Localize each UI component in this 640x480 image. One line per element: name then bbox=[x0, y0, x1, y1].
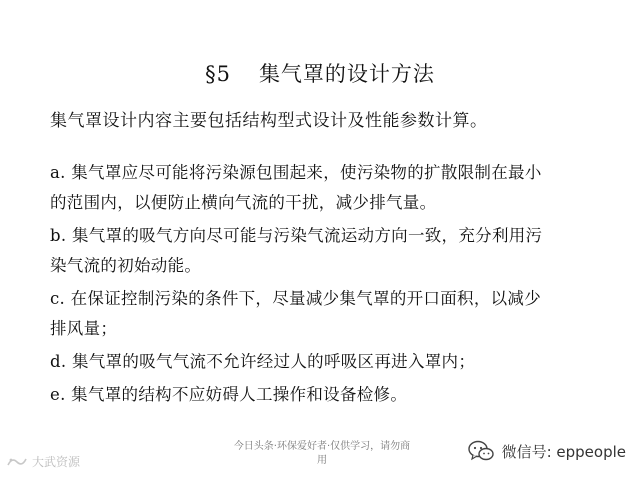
copyright-note-line: 今日头条·环保爱好者·仅供学习，请勿商 bbox=[233, 441, 411, 452]
list-item bbox=[50, 347, 595, 377]
list-item-line: d. 集气罩的吸气气流不允许经过人的呼吸区再进入罩内； bbox=[50, 352, 476, 371]
list-item bbox=[50, 284, 595, 344]
design-principles-list bbox=[50, 158, 595, 413]
list-item-line: e. 集气罩的结构不应妨碍人工操作和设备检修。 bbox=[50, 385, 408, 404]
page-title bbox=[0, 58, 640, 88]
wechat-label: 微信号: eppeople bbox=[501, 442, 626, 461]
watermark-logo-icon bbox=[6, 456, 28, 468]
watermark-text: 大武资源 bbox=[32, 455, 81, 469]
list-item-line: a. 集气罩应尽可能将污染源包围起来，使污染物的扩散限制在最小 bbox=[50, 163, 542, 182]
list-item-line: 的范围内，以便防止横向气流的干扰，减少排气量。 bbox=[50, 193, 437, 212]
wechat-icon bbox=[468, 440, 494, 462]
title-text: 集气罩的设计方法 bbox=[258, 62, 435, 86]
list-item bbox=[50, 380, 595, 410]
list-item bbox=[50, 221, 595, 281]
source-watermark bbox=[6, 453, 80, 470]
list-item-line: 染气流的初始动能。 bbox=[50, 256, 202, 275]
list-item-line: c. 在保证控制污染的条件下，尽量减少集气罩的开口面积，以减少 bbox=[50, 289, 542, 308]
copyright-note-line: 用 bbox=[317, 455, 327, 466]
copyright-note bbox=[222, 440, 422, 468]
intro-paragraph: 集气罩设计内容主要包括结构型式设计及性能参数计算。 bbox=[50, 111, 488, 131]
list-item-line: b. 集气罩的吸气方向尽可能与污染气流运动方向一致，充分利用污 bbox=[50, 226, 543, 245]
section-number: §5 bbox=[205, 62, 231, 86]
wechat-badge bbox=[468, 440, 626, 462]
list-item-line: 排风量； bbox=[50, 319, 118, 338]
list-item bbox=[50, 158, 595, 218]
